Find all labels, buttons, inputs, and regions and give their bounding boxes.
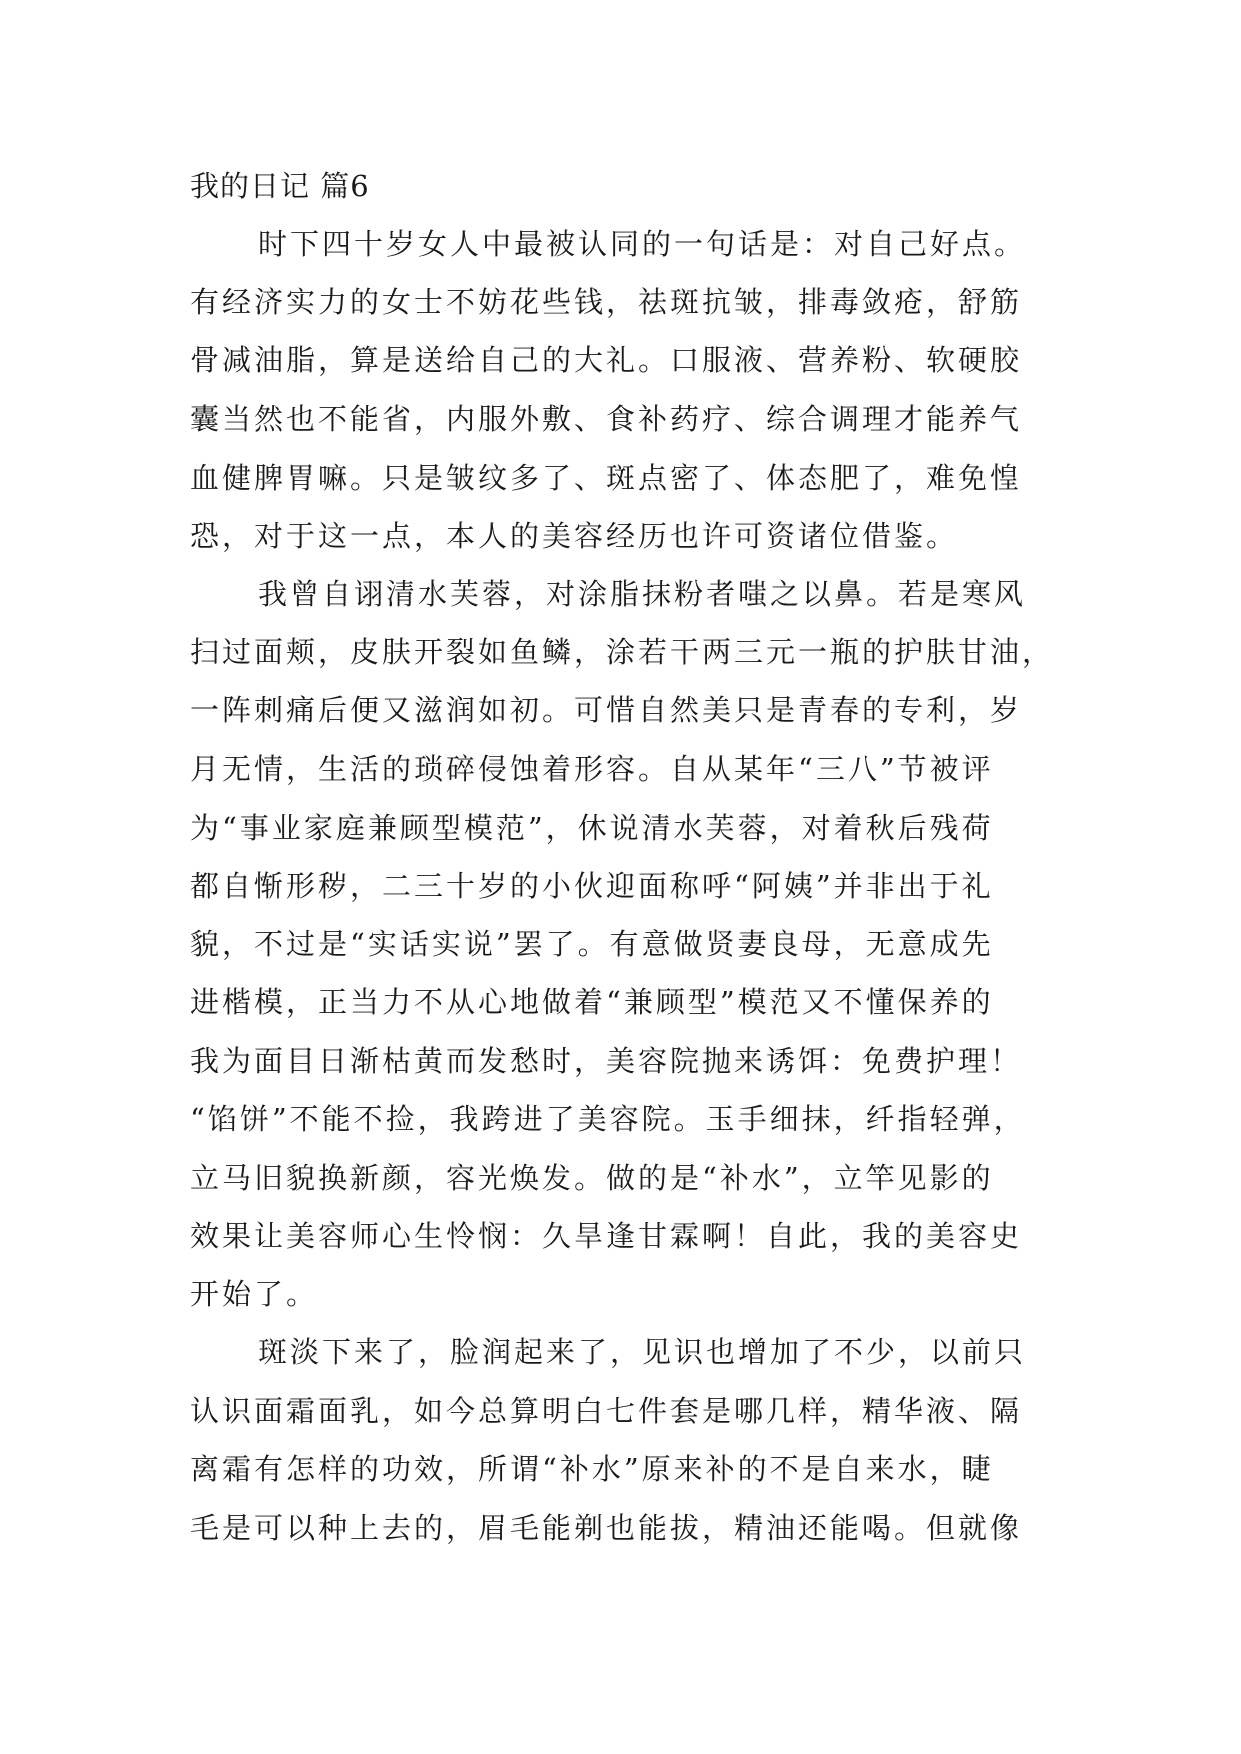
paragraph-3-line-3: 离霜有怎样的功效，所谓“补水”原来补的不是自来水，睫 — [190, 1452, 994, 1486]
paragraph-2-line-13: 开始了。 — [190, 1277, 319, 1311]
paragraph-2-line-12: 效果让美容师心生怜悯：久旱逢甘霖啊！自此，我的美容史 — [190, 1219, 1023, 1253]
paragraph-2-line-9: 我为面目日渐枯黄而发愁时，美容院抛来诱饵：免费护理！ — [190, 1044, 1023, 1078]
paragraph-1-line-1: 时下四十岁女人中最被认同的一句话是：对自己好点。 — [258, 227, 1027, 261]
paragraph-2-line-5: 为“事业家庭兼顾型模范”，休说清水芙蓉，对着秋后残荷 — [190, 811, 994, 845]
paragraph-2-line-10: “馅饼”不能不捡，我跨进了美容院。玉手细抹，纤指轻弹， — [190, 1102, 1026, 1136]
paragraph-2-line-4: 月无情，生活的琐碎侵蚀着形容。自从某年“三八”节被评 — [190, 752, 994, 786]
paragraph-1-line-6: 恐，对于这一点，本人的美容经历也许可资诸位借鉴。 — [190, 519, 959, 553]
paragraph-2-line-1: 我曾自诩清水芙蓉，对涂脂抹粉者嗤之以鼻。若是寒风 — [258, 577, 1027, 611]
paragraph-2-line-6: 都自惭形秽，二三十岁的小伙迎面称呼“阿姨”并非出于礼 — [190, 869, 994, 903]
paragraph-2-line-11: 立马旧貌换新颜，容光焕发。做的是“补水”，立竿见影的 — [190, 1161, 994, 1195]
paragraph-1-line-5: 血健脾胃嘛。只是皱纹多了、斑点密了、体态肥了，难免惶 — [190, 461, 1023, 495]
document-title: 我的日记 篇6 — [190, 169, 370, 203]
paragraph-3-line-2: 认识面霜面乳，如今总算明白七件套是哪几样，精华液、隔 — [190, 1394, 1023, 1428]
paragraph-1-line-2: 有经济实力的女士不妨花些钱，祛斑抗皱，排毒敛疮，舒筋 — [190, 285, 1023, 319]
paragraph-2-line-2: 扫过面颊，皮肤开裂如鱼鳞，涂若干两三元一瓶的护肤甘油， — [190, 635, 1055, 669]
paragraph-1-line-4: 囊当然也不能省，内服外敷、食补药疗、综合调理才能养气 — [190, 402, 1023, 436]
paragraph-1-line-3: 骨减油脂，算是送给自己的大礼。口服液、营养粉、软硬胶 — [190, 343, 1023, 377]
paragraph-2-line-3: 一阵刺痛后便又滋润如初。可惜自然美只是青春的专利，岁 — [190, 693, 1023, 727]
paragraph-2-line-7: 貌，不过是“实话实说”罢了。有意做贤妻良母，无意成先 — [190, 927, 994, 961]
paragraph-2-line-8: 进楷模，正当力不从心地做着“兼顾型”模范又不懂保养的 — [190, 985, 994, 1019]
paragraph-3-line-4: 毛是可以种上去的，眉毛能剃也能拔，精油还能喝。但就像 — [190, 1511, 1023, 1545]
paragraph-3-line-1: 斑淡下来了，脸润起来了，见识也增加了不少，以前只 — [258, 1335, 1027, 1369]
